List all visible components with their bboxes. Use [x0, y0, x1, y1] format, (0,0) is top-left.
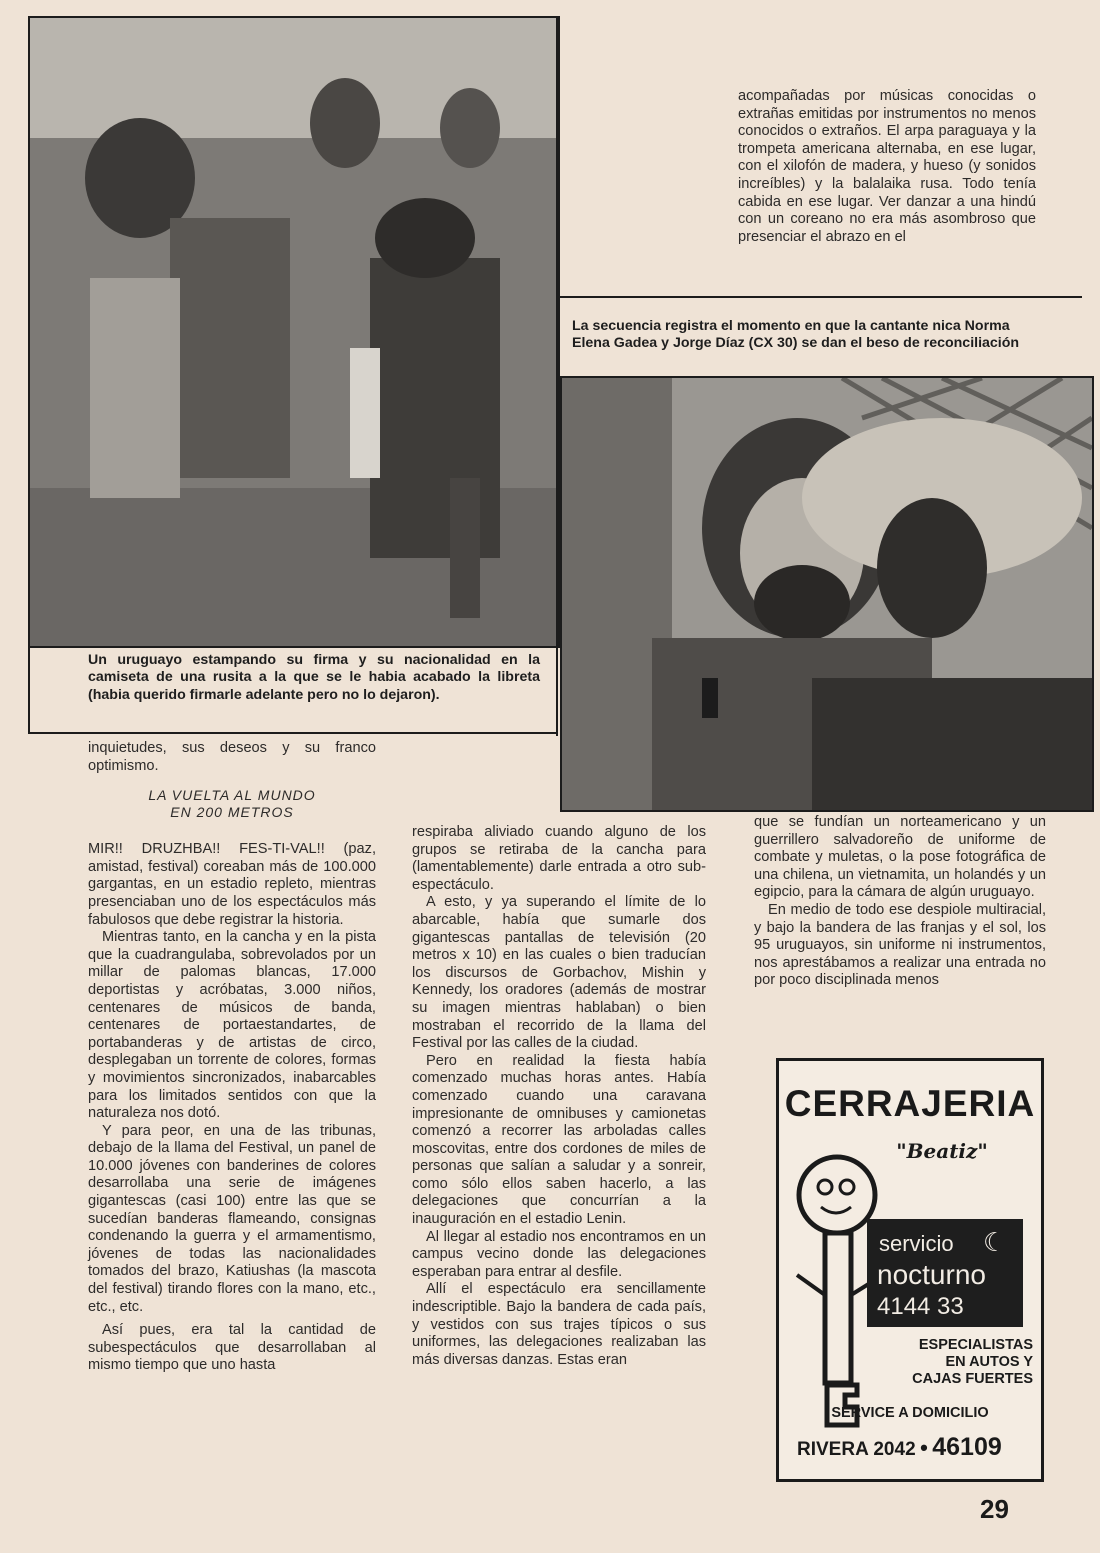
service-line-2: nocturno: [877, 1259, 986, 1290]
ad-contact: [797, 1433, 1037, 1462]
frame-mid-rule: [556, 16, 558, 736]
col3-paragraph-1: que se fundían un norteamericano y un guerrillero salvadoreño de uniforme de combate y muletas, o la pose fotográfica de una chilena, un vietnamita, un holandés y un egipcio, para la cámara de algún uruguayo.: [754, 814, 1046, 901]
moon-icon: ☾: [983, 1227, 1007, 1257]
col3-paragraph-2: En medio de todo ese despiole multiracial, y bajo la bandera de las franjas y el sol, los 95 uruguayos, sin uniforme ni instrumentos, nos aprestábamos a realizar una entrada no por poco disciplinada menos: [754, 901, 1046, 989]
subhead-line-2: EN 200 METROS: [170, 804, 294, 821]
service-line-1: servicio: [879, 1231, 954, 1256]
photo-left-caption: Un uruguayo estampando su firma y su nacionalidad en la camiseta de una rusita a la que se le habia acabado la libreta (habia querido firmarle adelante pero no lo dejaron).: [88, 652, 540, 703]
photo-festival-signing: [28, 16, 560, 648]
col1-paragraph-3: Y para peor, en una de las tribunas, debajo de la llama del Festival, un panel de 10.000 jóvenes con banderines de colores desarrollaba una serie de imágenes gigantescas (casi 100) entre las que se sucedían banderas flameando, consignas condenando la guerra y el armamentismo, jóvenes de todas las nacionalidades tomados del brazo, Katiushas (la mascota del festival) tirando flores con la mano, etc., etc., etc.: [88, 1122, 376, 1315]
photo-festival-signing-image: [30, 18, 558, 646]
section-subhead: [88, 787, 376, 821]
night-service-box: [867, 1219, 1023, 1327]
col1-lead: inquietudes, sus deseos y su franco optimismo.: [88, 740, 376, 774]
top-right-text: [738, 88, 1036, 246]
column-2: [412, 824, 706, 1369]
column-1: [88, 740, 376, 1375]
ad-address: RIVERA 2042: [797, 1439, 916, 1460]
column-3: [754, 814, 1046, 990]
subhead-line-1: LA VUELTA AL MUNDO: [148, 787, 316, 804]
col2-paragraph-4: Al llegar al estadio nos encontramos en un campus vecino donde las delegaciones esperaban para entrar al desfile.: [412, 1228, 706, 1280]
col2-paragraph-3: Pero en realidad la fiesta había comenzado muchas horas antes. Había comenzado cuando una caravana impresionante de omnibuses y camionetas comenzó a recorrer las arboladas calles moscovitas, entre dos cordones de miles de personas que salían a saludar y a sonreir, como sólo ellos saben hacerlo, a las delegaciones que concurrían a la inauguración en el estadio Lenin.: [412, 1052, 706, 1228]
photo-reconciliation-kiss: [560, 376, 1094, 812]
col2-paragraph-2: A esto, y ya superando el límite de lo abarcable, había que sumarle dos gigantescas pantallas de televisión (20 metros x 10) en las cuales o bien traducían los discursos de Gorbachov, Mishin y Kennedy, los oradores (además de mostrar su imagen mientras hablaban) o bien mostraban el recorrido de la llama del Festival por las calles de la ciudad.: [412, 894, 706, 1052]
service-phone: 4144 33: [877, 1293, 964, 1320]
col2-paragraph-5: Allí el espectáculo era sencillamente indescriptible. Bajo la bandera de cada país, y vestidos con sus trajes típicos o sus uniformes, las delegaciones realizaban las más diversas danzas. Estas eran: [412, 1281, 706, 1368]
spec-line-3: CAJAS FUERTES: [912, 1371, 1033, 1387]
top-right-paragraph: acompañadas por músicas conocidas o extrañas emitidas por instrumentos no menos conocidos o extraños. El arpa paraguaya y la trompeta americana alternaba, en ese lugar, con el xilofón de madera, y hueso (y sonidos increíbles) y la balalaika rusa. Todo tenía cabida en ese lugar. Ver danzar a una hindú con un coreano no era más asombroso que presenciar el abrazo en el: [738, 88, 1036, 245]
ad-specialists: [897, 1337, 1033, 1388]
frame-right-top-rule: [556, 296, 1082, 298]
col1-paragraph-4: Así pues, era tal la cantidad de subespectáculos que desarrollaban al mismo tiempo que uno hasta: [88, 1322, 376, 1374]
ad-dot: •: [920, 1435, 928, 1460]
spec-line-2: EN AUTOS Y: [945, 1354, 1033, 1370]
col2-paragraph-1: respiraba aliviado cuando alguno de los grupos se retiraba de la cancha para (lamentablemente) darle entrada a otro sub-espectáculo.: [412, 824, 706, 893]
ad-phone: 46109: [932, 1433, 1002, 1461]
locksmith-advertisement: [776, 1058, 1044, 1482]
ad-title: CERRAJERIA: [784, 1083, 1036, 1124]
photo-right-caption: La secuencia registra el momento en que la cantante nica Norma Elena Gadea y Jorge Díaz (CX 30) se dan el beso de reconciliación: [572, 318, 1020, 352]
ad-business-name: "Beatiz": [896, 1139, 988, 1163]
col1-paragraph-2: Mientras tanto, en la cancha y en la pista que la cuadrangulaba, sobrevolados por un millar de palomas blancas, 17.000 deportistas y acróbatas, 3.000 niños, centenares de músicos de banda, centenares de portaestandartes, de portabanderas y de artistas de circo, desplegaban un torrente de colores, formas y movimientos sincronizados, inabarcables para los limitados sentidos con que la naturaleza nos dotó.: [88, 929, 376, 1122]
frame-left-bottom: [28, 732, 558, 734]
page-number: 29: [980, 1494, 1009, 1524]
ad-home-service: SERVICE A DOMICILIO: [831, 1405, 989, 1421]
spec-line-1: ESPECIALISTAS: [918, 1337, 1033, 1353]
frame-left-rule: [28, 644, 30, 734]
photo-reconciliation-image: [562, 378, 1092, 810]
col1-paragraph-1: MIR!! DRUZHBA!! FES-TI-VAL!! (paz, amistad, festival) coreaban más de 100.000 gargantas, en un estadio repleto, mientras presenciaban uno de los espectáculos más fabulosos que debe registrar la historia.: [88, 841, 376, 928]
